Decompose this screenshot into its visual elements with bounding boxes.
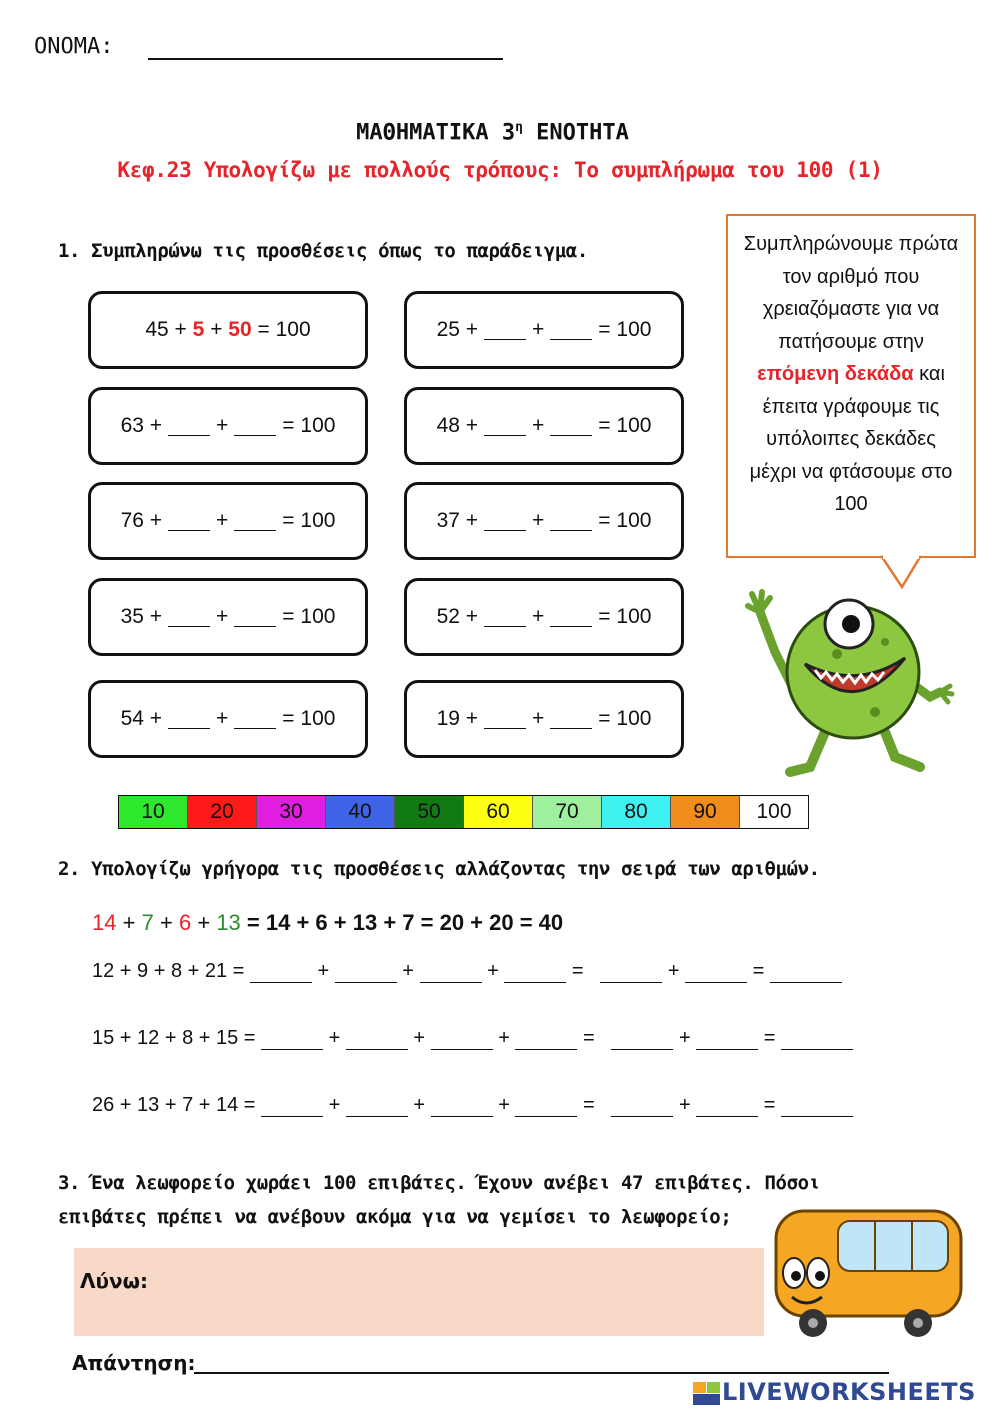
answer-blank[interactable] [696, 1098, 758, 1117]
answer-blank[interactable] [431, 1098, 493, 1117]
answer-blank[interactable] [685, 964, 747, 983]
answer-blank[interactable] [420, 964, 482, 983]
answer-blank[interactable] [550, 608, 592, 627]
liveworksheets-logo-icon [693, 1382, 721, 1406]
question-2-title: 2. Υπολογίζω γρήγορα τις προσθέσεις αλλάζοντας την σειρά των αριθμών. [58, 858, 820, 880]
answer-blank[interactable] [696, 1031, 758, 1050]
question-1-title: 1. Συμπληρώνω τις προσθέσεις όπως το παράδειγμα. [58, 240, 588, 262]
solution-area[interactable] [74, 1248, 764, 1336]
answer-blank[interactable] [484, 608, 526, 627]
equation-box: 35 + + = 100 [88, 578, 368, 656]
answer-blank[interactable] [234, 608, 276, 627]
answer-blank[interactable] [234, 512, 276, 531]
exercise-line: 15 + 12 + 8 + 15 = + + + = + = [92, 1027, 853, 1050]
bus-icon [768, 1205, 968, 1340]
answer-blank[interactable] [234, 710, 276, 729]
equation-box: 37 + + = 100 [404, 482, 684, 560]
answer-blank[interactable] [781, 1098, 853, 1117]
answer-blank[interactable] [168, 710, 210, 729]
strip-cell: 30 [257, 796, 326, 828]
answer-blank[interactable] [550, 321, 592, 340]
answer-blank[interactable] [335, 964, 397, 983]
equation-box: 48 + + = 100 [404, 387, 684, 465]
strip-cell: 70 [533, 796, 602, 828]
strip-cell: 80 [602, 796, 671, 828]
green-monster-icon [745, 572, 955, 782]
answer-blank[interactable] [600, 964, 662, 983]
answer-label: Απάντηση: [72, 1351, 196, 1375]
answer-line[interactable] [194, 1372, 889, 1374]
answer-blank[interactable] [550, 417, 592, 436]
answer-blank[interactable] [261, 1031, 323, 1050]
equation-box: 63 + + = 100 [88, 387, 368, 465]
strip-cell: 90 [671, 796, 740, 828]
equation-box: 25 + + = 100 [404, 291, 684, 369]
answer-blank[interactable] [484, 417, 526, 436]
strip-cell: 60 [464, 796, 533, 828]
exercise-line: 26 + 13 + 7 + 14 = + + + = + = [92, 1094, 853, 1117]
answer-blank[interactable] [346, 1098, 408, 1117]
answer-blank[interactable] [515, 1031, 577, 1050]
answer-blank[interactable] [611, 1098, 673, 1117]
answer-blank[interactable] [346, 1031, 408, 1050]
question-3-line-1: 3. Ένα λεωφορείο χωράει 100 επιβάτες. Έχουν ανέβει 47 επιβάτες. Πόσοι [58, 1172, 820, 1194]
example-equation-box: 45 + 5 + 50 = 100 [88, 291, 368, 369]
example-line: 14 + 7 + 6 + 13 = 14 + 6 + 13 + 7 = 20 + 20 = 40 [92, 910, 564, 935]
strip-cell: 10 [119, 796, 188, 828]
answer-blank[interactable] [250, 964, 312, 983]
strip-cell: 50 [395, 796, 464, 828]
answer-blank[interactable] [261, 1098, 323, 1117]
answer-blank[interactable] [770, 964, 842, 983]
hint-speech-bubble: Συμπληρώνουμε πρώτα τον αριθμό που χρειαζόμαστε για να πατήσουμε στην επόμενη δεκάδα και έπειτα γράφουμε τις υπόλοιπες δεκάδες μέχρι να φτάσουμε στο 100 [726, 214, 976, 558]
name-line[interactable] [148, 58, 503, 60]
answer-blank[interactable] [168, 608, 210, 627]
answer-blank[interactable] [234, 417, 276, 436]
answer-blank[interactable] [484, 710, 526, 729]
tens-color-strip [118, 795, 809, 829]
strip-cell: 100 [740, 796, 808, 828]
strip-cell: 40 [326, 796, 395, 828]
answer-blank[interactable] [504, 964, 566, 983]
question-3-line-2: επιβάτες πρέπει να ανέβουν ακόμα για να γεμίσει το λεωφορείο; [58, 1206, 732, 1228]
answer-blank[interactable] [550, 710, 592, 729]
name-label: ΟΝΟΜΑ: [34, 34, 114, 59]
answer-blank[interactable] [515, 1098, 577, 1117]
answer-blank[interactable] [484, 512, 526, 531]
answer-blank[interactable] [431, 1031, 493, 1050]
equation-box: 76 + + = 100 [88, 482, 368, 560]
equation-box: 54 + + = 100 [88, 680, 368, 758]
exercise-line: 12 + 9 + 8 + 21 = + + + = + = [92, 960, 842, 983]
answer-blank[interactable] [484, 321, 526, 340]
strip-cell: 20 [188, 796, 257, 828]
solve-label: Λύνω: [80, 1269, 148, 1293]
page-subtitle: Κεφ.23 Υπολογίζω με πολλούς τρόπους: Το συμπλήρωμα του 100 (1) [117, 158, 883, 182]
page-title: ΜΑΘΗΜΑΤΙΚΑ $3^\eta$ ΕΝΟΤΗΤΑ [356, 120, 629, 146]
answer-blank[interactable] [781, 1031, 853, 1050]
answer-blank[interactable] [611, 1031, 673, 1050]
answer-blank[interactable] [550, 512, 592, 531]
liveworksheets-brand[interactable]: LIVEWORKSHEETS [722, 1378, 976, 1406]
equation-box: 19 + + = 100 [404, 680, 684, 758]
equation-box: 52 + + = 100 [404, 578, 684, 656]
answer-blank[interactable] [168, 512, 210, 531]
answer-blank[interactable] [168, 417, 210, 436]
